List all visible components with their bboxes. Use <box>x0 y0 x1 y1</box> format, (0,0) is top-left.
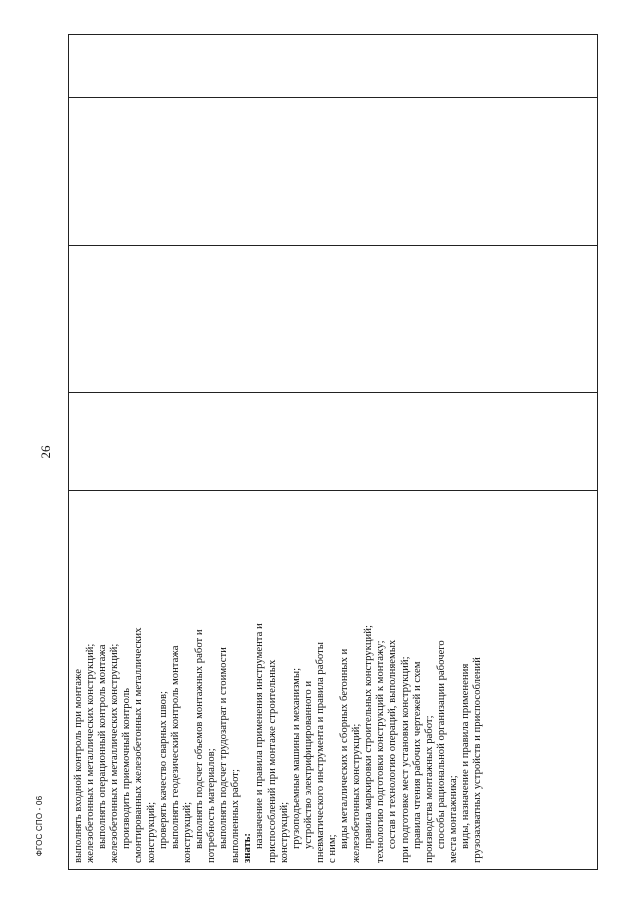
text-line: места монтажника; <box>446 775 459 863</box>
text-line: производить приемочный контроль <box>120 687 133 849</box>
text-line: при подготовке мест установки конструкций; <box>398 656 411 863</box>
text-line: железобетонных конструкций; <box>350 723 363 863</box>
skills-knowledge-text <box>69 491 485 869</box>
text-line: технологию подготовки конструкций к монтажу; <box>374 640 387 863</box>
empty-cell-4 <box>69 35 598 98</box>
empty-cell-3 <box>69 98 598 246</box>
text-line: знать: <box>241 833 254 863</box>
text-line: устройство электрифицированного и <box>301 680 314 849</box>
text-line: виды металлических и сборных бетонных и <box>338 648 351 849</box>
text-line: конструкций; <box>180 801 193 863</box>
text-line: выполнять подсчет объемов монтажных работ и <box>192 629 205 849</box>
text-line: производства монтажных работ; <box>422 715 435 863</box>
text-line: смонтированных железобетонных и металлических <box>132 627 145 863</box>
text-line: конструкций; <box>277 801 290 863</box>
empty-cell-2 <box>69 246 598 393</box>
text-line: выполнять операционный контроль монтажа <box>96 644 109 849</box>
skills-knowledge-cell <box>69 491 598 870</box>
footer-code: ФГОС СПО - 06 <box>35 795 44 857</box>
text-line: конструкций; <box>144 801 157 863</box>
text-line: железобетонных и металлических конструкций; <box>84 643 97 863</box>
text-line: грузоподъемные машины и механизмы; <box>289 667 302 849</box>
text-line: выполнять подсчет трудозатрат и стоимости <box>217 647 230 849</box>
table-frame <box>68 40 598 870</box>
text-line: правила маркировки строительных конструкций; <box>362 625 375 849</box>
text-line: выполнять геодезический контроль монтажа <box>168 645 181 849</box>
page-number: 26 <box>38 445 53 459</box>
text-line: правила чтения рабочих чертежей и схем <box>410 661 423 849</box>
text-line: железобетонных и металлических конструкций; <box>108 643 121 863</box>
text-line: грузозахватных устройств и приспособлений <box>471 657 484 863</box>
rotated-table <box>68 40 598 870</box>
competency-table <box>68 34 598 870</box>
text-line: проверять качество сварных швов; <box>156 691 169 849</box>
table-row <box>69 35 598 870</box>
empty-cell-1 <box>69 393 598 491</box>
text-line: назначение и правила применения инструмента и <box>253 623 266 849</box>
text-line: пневматического инструмента и правила работы <box>313 642 326 863</box>
text-line: способы рациональной организации рабочего <box>434 640 447 849</box>
text-line: виды, назначение и правила применения <box>459 663 471 849</box>
text-line: состав и технологию операций, выполняемых <box>386 639 399 849</box>
text-line: с ним; <box>325 834 338 863</box>
text-line: потребность материалов; <box>205 748 218 863</box>
text-line: выполненных работ; <box>229 769 242 863</box>
text-line: приспособлений при монтаже строительных <box>265 659 278 863</box>
text-line: выполнять входной контроль при монтаже <box>72 669 84 863</box>
